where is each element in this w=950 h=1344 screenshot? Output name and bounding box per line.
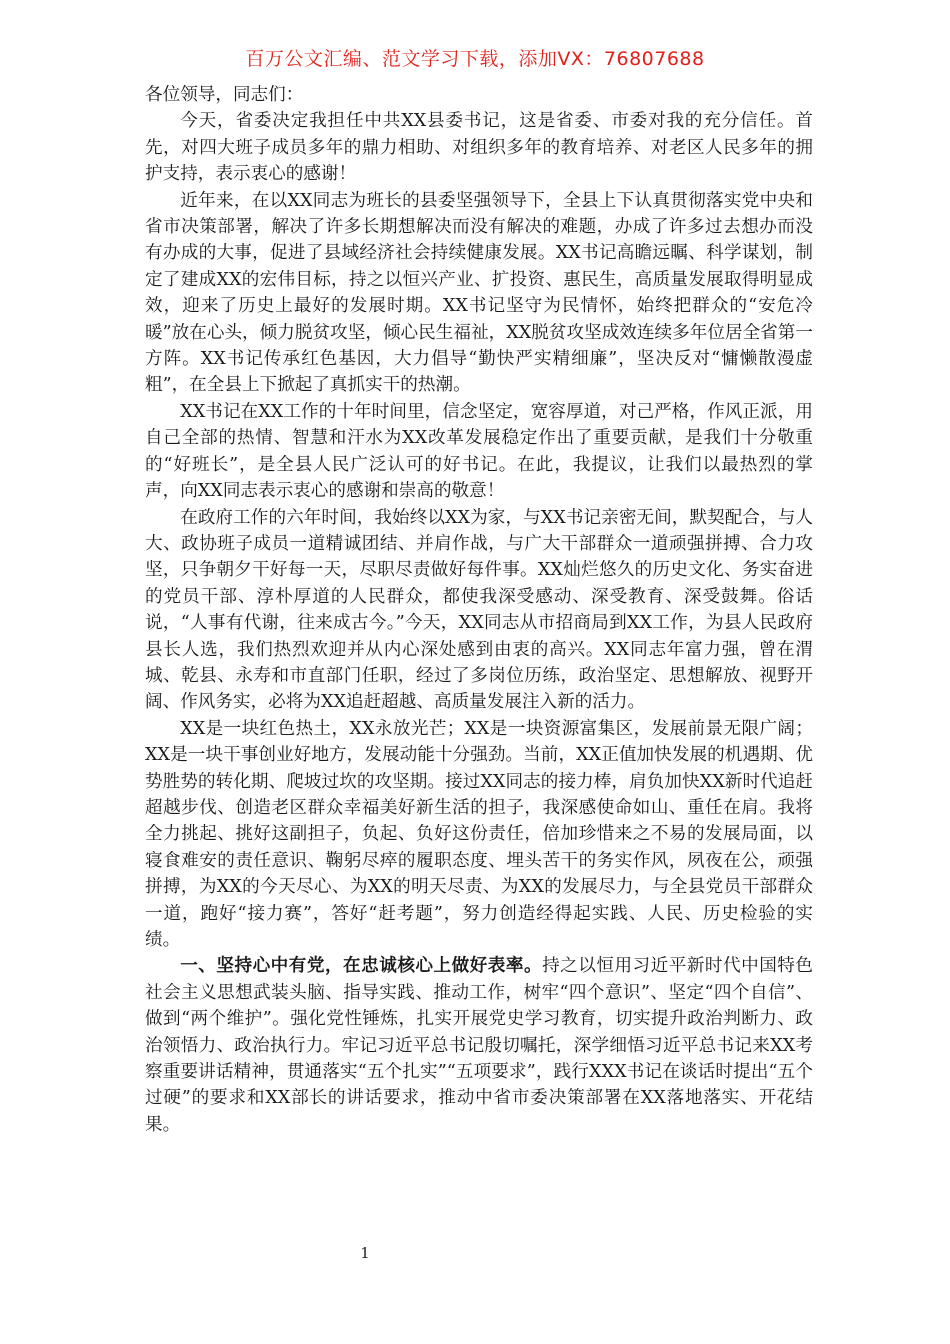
section-1-body: 持之以恒用习近平新时代中国特色社会主义思想武装头脑、指导实践、推动工作，树牢“四个意识”、坚定“四个自信”、做到“两个维护”。强化党性锤炼，扎实开展党史学习教育，切实提升政治判断力、政治领悟力、政治执行力。牢记习近平总书记殷切嘱托，深学细悟习近平总书记来XX考察重要讲话精神，贯通落实“五个扎实”“五项要求”，践行XXX书记在谈话时提出“五个过硬”的要求和XX部长的讲话要求，推动中省市委决策部署在XX落地落实、开花结果。 (145, 956, 813, 1135)
section-1-heading: 一、坚持心中有党，在忠诚核心上做好表率。 (180, 955, 543, 977)
paragraph-5: XX是一块红色热土，XX永放光芒；XX是一块资源富集区，发展前景无限广阔；XX是一块干事创业好地方，发展动能十分强劲。当前，XX正值加快发展的机遇期、优势胜势的转化期、爬坡过坎的攻坚期。接过XX同志的接力棒，肩负加快XX新时代追赶超越步伐、创造老区群众幸福美好新生活的担子，我深感使命如山、重任在肩。我将全力挑起、挑好这副担子，负起、负好这份责任，倍加珍惜来之不易的发展局面，以寝食难安的责任意识、鞠躬尽瘁的履职态度、埋头苦干的务实作风，夙夜在公，顽强拼搏，为XX的今天尽心、为XX的明天尽责、为XX的发展尽力，与全县党员干部群众一道，跑好“接力赛”，答好“赶考题”，努力创造经得起实践、人民、历史检验的实绩。 (145, 718, 813, 950)
paragraph-4: 在政府工作的六年时间，我始终以XX为家，与XX书记亲密无间，默契配合，与人大、政协班子成员一道精诚团结、并肩作战，与广大干部群众一道顽强拼搏、合力攻坚，只争朝夕干好每一天，尽职尽责做好每件事。XX灿烂悠久的历史文化、务实奋进的党员干部、淳朴厚道的人民群众，都使我深受感动、深受教育、深受鼓舞。俗话说，“人事有代谢，往来成古今。”今天，XX同志从市招商局到XX工作，为县人民政府县长人选，我们热烈欢迎并从内心深处感到由衷的高兴。XX同志年富力强，曾在渭城、乾县、永寿和市直部门任职，经过了多岗位历练，政治坚定、思想解放、视野开阔、作风务实，必将为XX追赶超越、高质量发展注入新的活力。 (145, 507, 813, 713)
paragraph-3: XX书记在XX工作的十年时间里，信念坚定，宽容厚道，对己严格，作风正派，用自己全部的热情、智慧和汗水为XX改革发展稳定作出了重要贡献，是我们十分敬重的“好班长”，是全县人民广泛认可的好书记。在此，我提议，让我们以最热烈的掌声，向XX同志表示衷心的感谢和崇高的敬意！ (145, 401, 813, 502)
watermark-header: 百万公文汇编、范文学习下载，添加VX：76807688 (245, 48, 705, 70)
document-body (145, 82, 813, 1138)
section-1-paragraph (145, 953, 813, 1138)
salutation: 各位领导，同志们： (145, 85, 304, 105)
paragraph-1: 今天，省委决定我担任中共XX县委书记，这是省委、市委对我的充分信任。首先，对四大班子成员多年的鼎力相助、对组织多年的教育培养、对老区人民多年的拥护支持，表示衷心的感谢！ (145, 111, 813, 185)
page-number: 1 (360, 1244, 370, 1262)
paragraph-2: 近年来，在以XX同志为班长的县委坚强领导下，全县上下认真贯彻落实党中央和省市决策部署，解决了许多长期想解决而没有解决的难题，办成了许多过去想办而没有办成的大事，促进了县域经济社会持续健康发展。XX书记高瞻远瞩、科学谋划，制定了建成XX的宏伟目标，持之以恒兴产业、扩投资、惠民生，高质量发展取得明显成效，迎来了历史上最好的发展时期。XX书记坚守为民情怀，始终把群众的“安危冷暖”放在心头，倾力脱贫攻坚，倾心民生福祉，XX脱贫攻坚成效连续多年位居全省第一方阵。XX书记传承红色基因，大力倡导“勤快严实精细廉”，坚决反对“慵懒散漫虚粗”，在全县上下掀起了真抓实干的热潮。 (145, 190, 813, 396)
